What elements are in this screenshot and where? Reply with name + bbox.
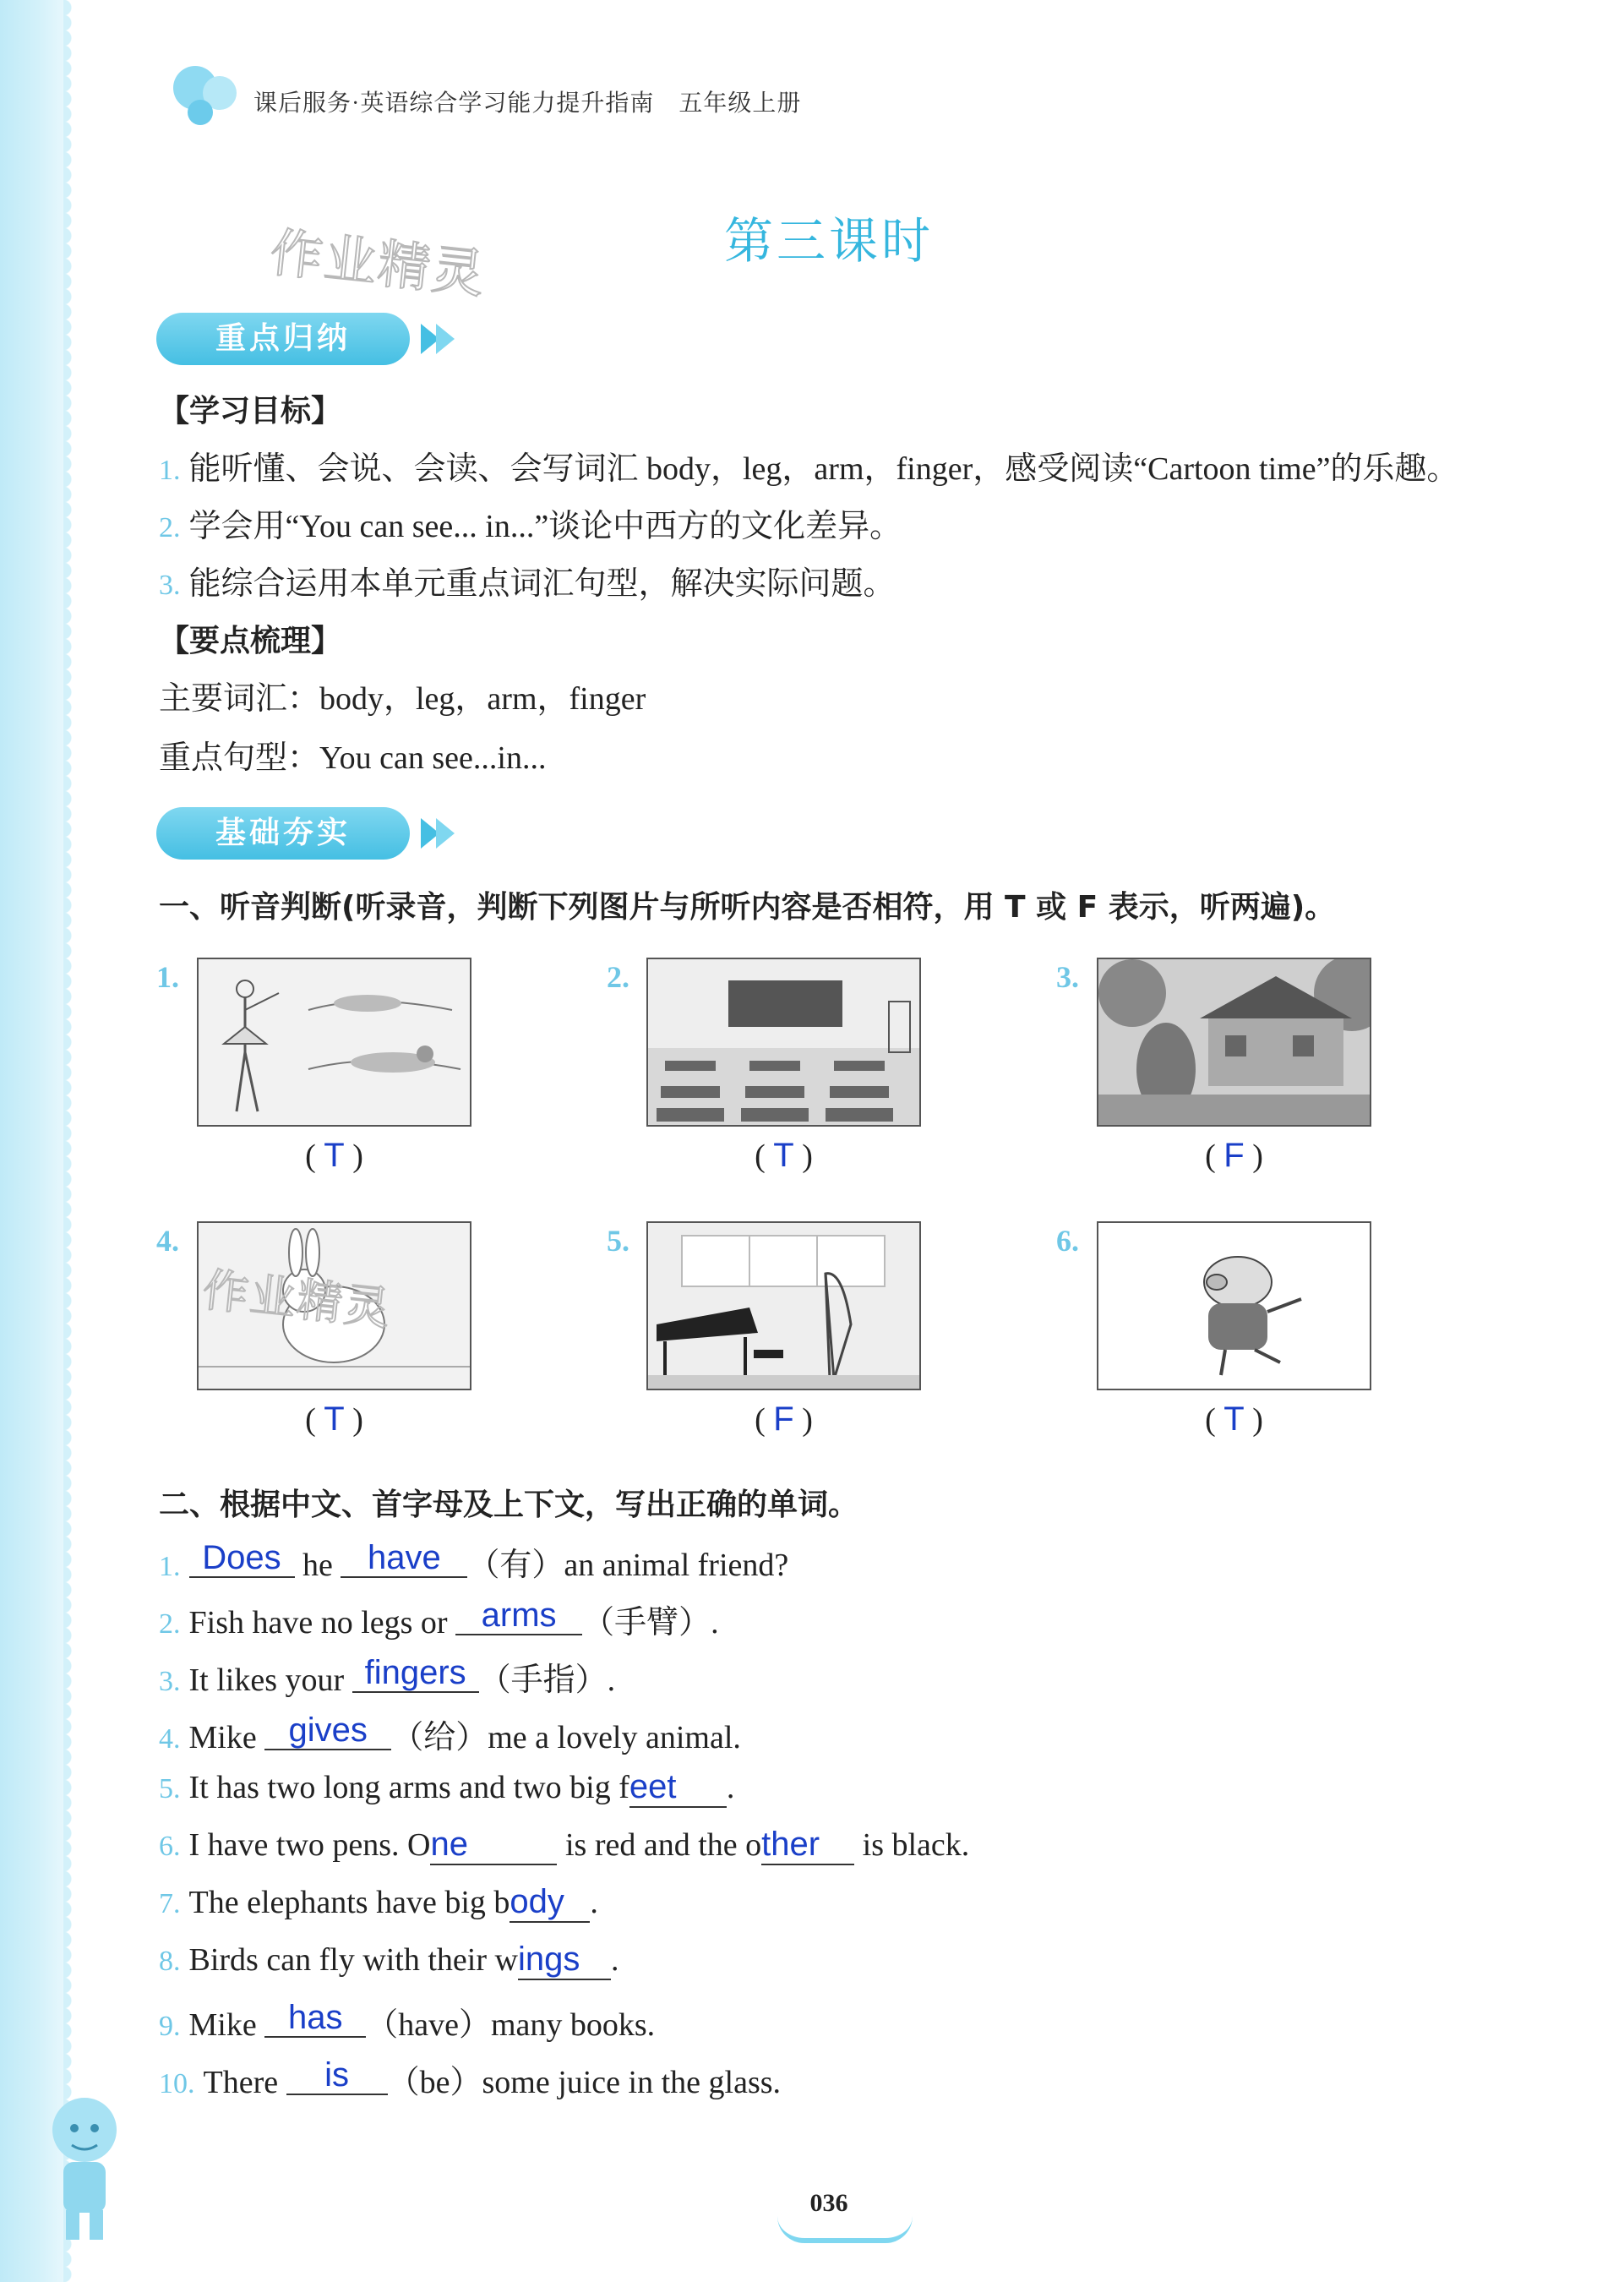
points-heading: 【要点梳理】 bbox=[159, 624, 342, 658]
page-title: 第三课时 bbox=[723, 212, 934, 270]
part2-heading: 二、根据中文、首字母及上下文，写出正确的单词。 bbox=[159, 1488, 859, 1522]
goals-heading: 【学习目标】 bbox=[159, 394, 342, 429]
house-picture bbox=[1097, 958, 1371, 1127]
answer-value: F bbox=[1223, 1137, 1245, 1174]
watermark: 作业精灵 bbox=[199, 1263, 395, 1336]
ballet-swimming-picture bbox=[197, 958, 471, 1127]
answer-blank: ther bbox=[761, 1826, 854, 1865]
goal-item: 2. 学会用“You can see... in...”谈论中西方的文化差异。 bbox=[159, 509, 902, 544]
fill-question: 5. It has two long arms and two big feet . bbox=[159, 1768, 734, 1808]
section-pill-basics: 基础夯实 bbox=[156, 807, 410, 860]
piano-harp-picture bbox=[646, 1221, 921, 1390]
left-decorative-strip bbox=[0, 0, 63, 2282]
vocab-line: 主要词汇：body，leg，arm，finger bbox=[159, 681, 646, 717]
answer-paren: ( F ) bbox=[755, 1400, 813, 1438]
cartoon-boy-icon bbox=[34, 2088, 135, 2248]
answer-blank: have bbox=[341, 1539, 467, 1578]
left-wave-border bbox=[63, 0, 79, 2282]
page-number-swoosh bbox=[777, 2216, 913, 2243]
fill-question: 8. Birds can fly with their wings . bbox=[159, 1941, 619, 1980]
page-number: 036 bbox=[809, 2189, 848, 2217]
answer-blank: gives bbox=[264, 1712, 391, 1750]
answer-blank: is bbox=[286, 2056, 388, 2095]
fill-question: 4. Mike gives （给）me a lovely animal. bbox=[159, 1712, 741, 1755]
answer-blank: ody bbox=[510, 1883, 590, 1923]
answer-blank: arms bbox=[455, 1597, 582, 1635]
picture-number: 2. bbox=[607, 960, 629, 994]
answer-blank: ne bbox=[430, 1826, 557, 1865]
fill-question: 2. Fish have no legs or arms （手臂）. bbox=[159, 1597, 719, 1641]
answer-paren: ( T ) bbox=[305, 1137, 363, 1174]
answer-blank: has bbox=[264, 1999, 366, 2038]
picture-number: 4. bbox=[156, 1224, 179, 1258]
goal-item: 3. 能综合运用本单元重点词汇句型，解决实际问题。 bbox=[159, 566, 896, 602]
picture-number: 6. bbox=[1056, 1224, 1079, 1258]
answer-paren: ( F ) bbox=[1205, 1137, 1263, 1174]
answer-paren: ( T ) bbox=[305, 1400, 363, 1438]
watermark: 作业精灵 bbox=[267, 221, 489, 306]
fill-question: 9. Mike has （have）many books. bbox=[159, 1999, 656, 2043]
answer-paren: ( T ) bbox=[755, 1137, 813, 1174]
goal-item: 1. 能听懂、会说、会读、会写词汇 body，leg，arm，finger，感受阅读“Cartoon time”的乐趣。 bbox=[159, 451, 1459, 487]
answer-value: T bbox=[324, 1400, 345, 1438]
picture-number: 3. bbox=[1056, 960, 1079, 994]
answer-value: T bbox=[324, 1137, 345, 1174]
part1-heading: 一、听音判断(听录音，判断下列图片与所听内容是否相符，用 T 或 F 表示，听两遍)。 bbox=[159, 890, 1336, 925]
fill-question: 7. The elephants have big body . bbox=[159, 1883, 598, 1923]
answer-blank: Does bbox=[189, 1539, 295, 1578]
fill-question: 1. Does he have （有）an animal friend? bbox=[159, 1539, 789, 1583]
answer-value: F bbox=[773, 1400, 794, 1438]
skating-pig-picture bbox=[1097, 1221, 1371, 1390]
header-text: 课后服务·英语综合学习能力提升指南 五年级上册 bbox=[253, 90, 802, 117]
fill-question: 10. There is （be）some juice in the glass. bbox=[159, 2056, 782, 2100]
answer-blank: eet bbox=[629, 1768, 727, 1808]
section-pill-key-points: 重点归纳 bbox=[156, 313, 410, 365]
picture-number: 1. bbox=[156, 960, 179, 994]
fill-question: 3. It likes your fingers （手指）. bbox=[159, 1654, 616, 1698]
answer-blank: ings bbox=[518, 1941, 611, 1980]
answer-value: T bbox=[1223, 1400, 1245, 1438]
answer-value: T bbox=[773, 1137, 794, 1174]
answer-paren: ( T ) bbox=[1205, 1400, 1263, 1438]
picture-number: 5. bbox=[607, 1224, 629, 1258]
fill-question: 6. I have two pens. One is red and the other is black. bbox=[159, 1826, 969, 1865]
pattern-line: 重点句型：You can see...in... bbox=[159, 740, 547, 776]
classroom-picture bbox=[646, 958, 921, 1127]
answer-blank: fingers bbox=[352, 1654, 479, 1693]
